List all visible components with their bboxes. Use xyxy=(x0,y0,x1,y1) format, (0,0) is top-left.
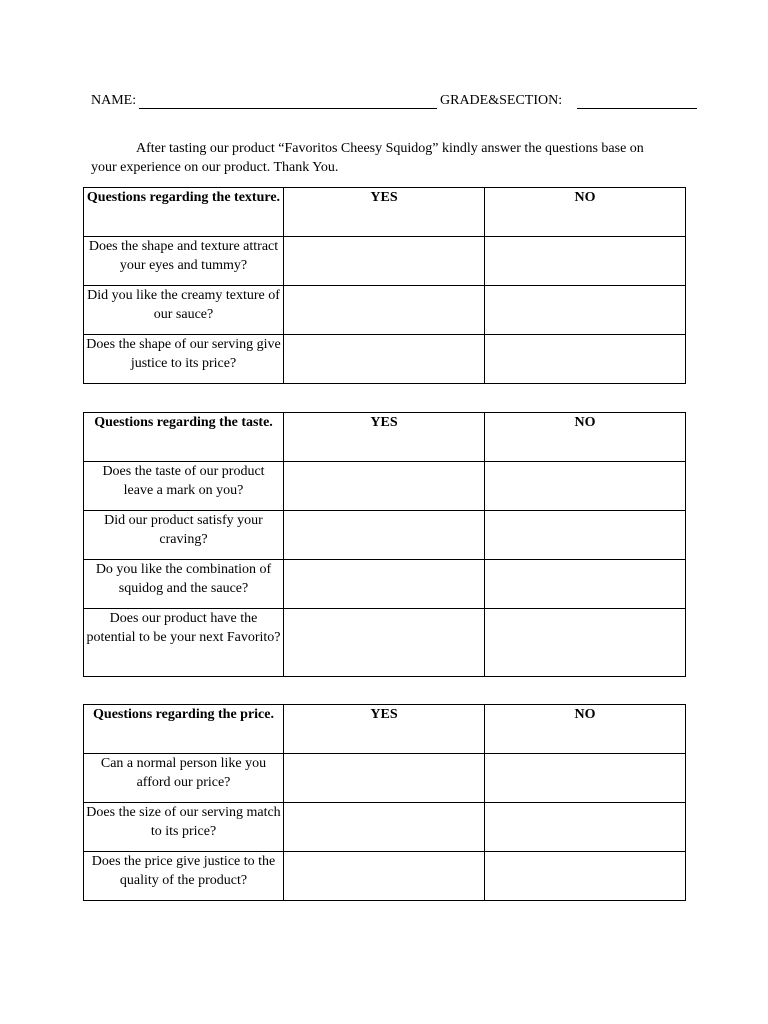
table-row xyxy=(84,335,686,384)
table-row xyxy=(84,609,686,677)
no-answer-cell[interactable] xyxy=(485,511,686,560)
no-answer-cell[interactable] xyxy=(485,335,686,384)
table-row xyxy=(84,462,686,511)
yes-answer-cell[interactable] xyxy=(284,286,485,335)
texture-questions-table xyxy=(83,187,686,384)
name-label: NAME: xyxy=(91,93,137,108)
no-answer-cell[interactable] xyxy=(485,560,686,609)
no-answer-cell[interactable] xyxy=(485,803,686,852)
intro-instructions: After tasting our product “Favoritos Cheesy Squidog” kindly answer the questions base on your experience on our product. Thank You. xyxy=(91,141,644,175)
table-row xyxy=(84,754,686,803)
question-text: Does the price give justice to the quality of the product? xyxy=(84,852,284,901)
question-text: Can a normal person like you afford our price? xyxy=(84,754,284,803)
table-header-question: Questions regarding the taste. xyxy=(84,413,284,462)
table-header-row xyxy=(84,413,686,462)
grade-section-blank-field[interactable] xyxy=(577,108,697,109)
yes-answer-cell[interactable] xyxy=(284,609,485,677)
table-header-question: Questions regarding the texture. xyxy=(84,188,284,237)
question-text: Does the shape and texture attract your eyes and tummy? xyxy=(84,237,284,286)
table-row xyxy=(84,237,686,286)
no-answer-cell[interactable] xyxy=(485,609,686,677)
no-answer-cell[interactable] xyxy=(485,237,686,286)
table-row xyxy=(84,803,686,852)
price-questions-table xyxy=(83,704,686,901)
yes-answer-cell[interactable] xyxy=(284,803,485,852)
yes-answer-cell[interactable] xyxy=(284,237,485,286)
grade-section-label: GRADE&SECTION: xyxy=(440,93,563,108)
question-text: Does the shape of our serving give justice to its price? xyxy=(84,335,284,384)
taste-questions-table xyxy=(83,412,686,677)
question-text: Does the size of our serving match to its price? xyxy=(84,803,284,852)
table-row xyxy=(84,511,686,560)
question-text: Does our product have the potential to be your next Favorito? xyxy=(84,609,284,677)
yes-answer-cell[interactable] xyxy=(284,560,485,609)
table-row xyxy=(84,560,686,609)
table-header-question: Questions regarding the price. xyxy=(84,705,284,754)
table-row xyxy=(84,852,686,901)
no-column-header: NO xyxy=(485,188,686,237)
yes-answer-cell[interactable] xyxy=(284,852,485,901)
name-blank-field[interactable] xyxy=(139,108,437,109)
no-answer-cell[interactable] xyxy=(485,286,686,335)
no-column-header: NO xyxy=(485,705,686,754)
yes-column-header: YES xyxy=(284,413,485,462)
table-row xyxy=(84,286,686,335)
yes-answer-cell[interactable] xyxy=(284,335,485,384)
no-column-header: NO xyxy=(485,413,686,462)
question-text: Does the taste of our product leave a mark on you? xyxy=(84,462,284,511)
yes-column-header: YES xyxy=(284,188,485,237)
no-answer-cell[interactable] xyxy=(485,754,686,803)
no-answer-cell[interactable] xyxy=(485,462,686,511)
yes-column-header: YES xyxy=(284,705,485,754)
question-text: Did our product satisfy your craving? xyxy=(84,511,284,560)
yes-answer-cell[interactable] xyxy=(284,462,485,511)
question-text: Do you like the combination of squidog and the sauce? xyxy=(84,560,284,609)
question-text: Did you like the creamy texture of our sauce? xyxy=(84,286,284,335)
student-info-line xyxy=(91,93,701,113)
yes-answer-cell[interactable] xyxy=(284,754,485,803)
table-header-row xyxy=(84,705,686,754)
yes-answer-cell[interactable] xyxy=(284,511,485,560)
no-answer-cell[interactable] xyxy=(485,852,686,901)
table-header-row xyxy=(84,188,686,237)
